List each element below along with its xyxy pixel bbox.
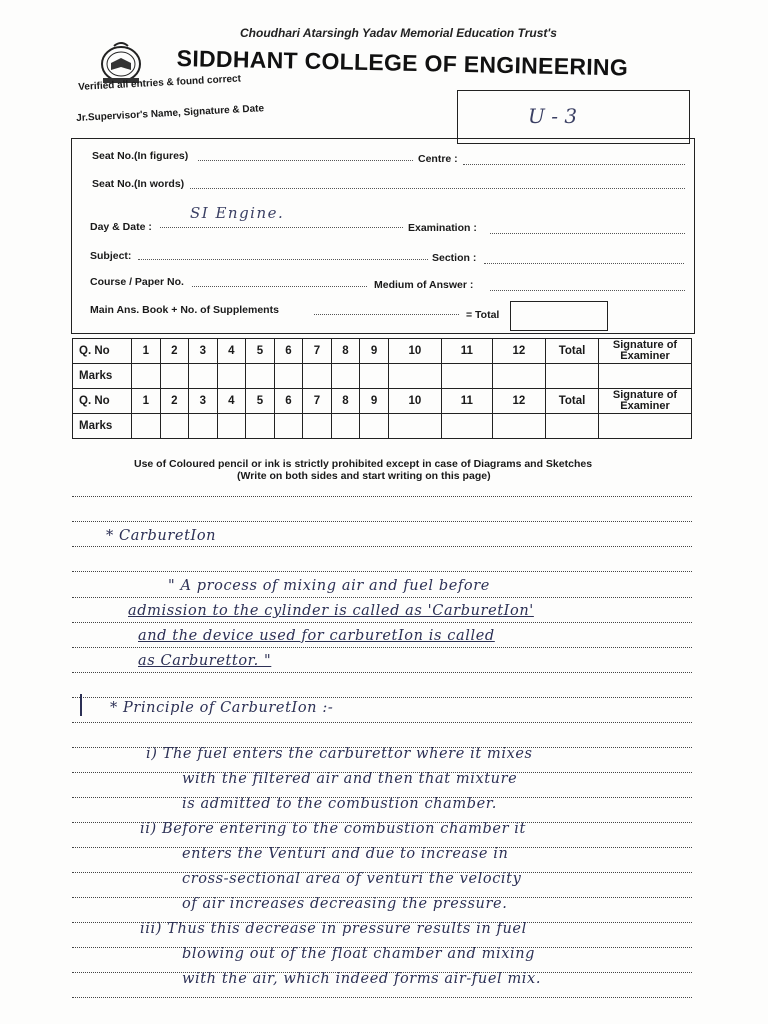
centre-label: Centre : xyxy=(418,153,458,165)
q-cell: 8 xyxy=(331,389,360,414)
q-cell: 9 xyxy=(360,339,389,364)
signature-cell xyxy=(599,364,692,389)
answer-point2-line2: enters the Venturi and due to increase in xyxy=(182,846,509,862)
mark-cell xyxy=(217,364,246,389)
q-cell: 3 xyxy=(189,389,218,414)
medium-label: Medium of Answer : xyxy=(374,279,474,291)
answer-point2-line1: ii) Before entering to the combustion chamber it xyxy=(140,821,526,837)
ruled-line xyxy=(72,546,692,547)
answer-para1-line2: admission to the cylinder is called as 'CarburetIon' xyxy=(128,603,534,619)
mark-cell xyxy=(441,364,492,389)
qno-row-1 xyxy=(73,339,692,364)
seat-words-line xyxy=(190,188,685,189)
answer-heading-principle: * Principle of CarburetIon :- xyxy=(110,700,334,716)
mark-cell xyxy=(217,414,246,439)
signature-header: Signature of Examiner xyxy=(599,339,692,364)
section-line xyxy=(484,263,684,264)
total-label: = Total xyxy=(466,309,500,321)
answer-point1-line2: with the filtered air and then that mixture xyxy=(182,771,518,787)
subject-label: Subject: xyxy=(90,250,132,262)
answer-point1-line1: i) The fuel enters the carburettor where it mixes xyxy=(146,746,533,762)
seat-figures-line xyxy=(198,160,413,161)
q-cell: 4 xyxy=(217,339,246,364)
college-name: SIDDHANT COLLEGE OF ENGINEERING xyxy=(176,45,629,81)
ruled-line xyxy=(72,672,692,673)
answer-point3-line3: with the air, which indeed forms air-fuel mix. xyxy=(182,971,542,987)
mark-cell xyxy=(331,414,360,439)
marks-label: Marks xyxy=(73,414,132,439)
answer-point3-line1: iii) Thus this decrease in pressure results in fuel xyxy=(140,921,527,937)
total-header: Total xyxy=(546,389,599,414)
medium-line xyxy=(490,290,685,291)
mark-cell xyxy=(132,414,161,439)
q-cell: 12 xyxy=(492,389,545,414)
ruled-line xyxy=(72,647,692,648)
mark-cell xyxy=(160,414,189,439)
total-box xyxy=(510,301,608,331)
course-line xyxy=(192,286,367,287)
mark-cell xyxy=(303,364,332,389)
qno-label: Q. No xyxy=(73,389,132,414)
notice-line-1: Use of Coloured pencil or ink is strictly prohibited except in case of Diagrams and Sketches xyxy=(134,458,593,470)
ruled-line xyxy=(72,521,692,522)
centre-line xyxy=(463,164,685,165)
seat-words-label: Seat No.(In words) xyxy=(92,178,185,190)
notice-line-2: (Write on both sides and start writing on this page) xyxy=(237,470,491,482)
course-label: Course / Paper No. xyxy=(90,276,184,288)
q-cell: 2 xyxy=(160,339,189,364)
subject-line xyxy=(138,259,428,260)
answer-heading-carburetion: * CarburetIon xyxy=(106,528,217,544)
mark-cell xyxy=(246,364,275,389)
verified-note: Verified all entries & found correct xyxy=(78,73,242,93)
marks-row-1 xyxy=(73,364,692,389)
mark-cell xyxy=(189,414,218,439)
answer-para1-line4: as Carburettor. " xyxy=(138,653,272,669)
q-cell: 2 xyxy=(160,389,189,414)
answer-point3-line2: blowing out of the float chamber and mixing xyxy=(182,946,536,962)
section-label: Section : xyxy=(432,252,477,264)
q-cell: 10 xyxy=(388,339,441,364)
mark-total-cell xyxy=(546,364,599,389)
signature-cell xyxy=(599,414,692,439)
q-cell: 3 xyxy=(189,339,218,364)
examination-line xyxy=(490,233,685,234)
mark-cell xyxy=(388,364,441,389)
marks-table xyxy=(72,338,692,439)
marks-label: Marks xyxy=(73,364,132,389)
mark-cell xyxy=(388,414,441,439)
mark-cell xyxy=(441,414,492,439)
answer-point2-line4: of air increases decreasing the pressure. xyxy=(182,896,508,912)
q-cell: 11 xyxy=(441,339,492,364)
mark-cell xyxy=(274,414,303,439)
q-cell: 9 xyxy=(360,389,389,414)
mark-cell xyxy=(492,364,545,389)
main-ans-line xyxy=(314,314,459,315)
ruled-line xyxy=(72,697,692,698)
mark-cell xyxy=(303,414,332,439)
mark-cell xyxy=(360,364,389,389)
q-cell: 7 xyxy=(303,339,332,364)
supervisor-note: Jr.Supervisor's Name, Signature & Date xyxy=(76,103,265,124)
answer-point2-line3: cross-sectional area of venturi the velocity xyxy=(182,871,522,887)
examination-label: Examination : xyxy=(408,222,477,234)
answer-para1-line3: and the device used for carburetIon is called xyxy=(138,628,495,644)
mark-cell xyxy=(189,364,218,389)
ruled-line xyxy=(72,597,692,598)
q-cell: 1 xyxy=(132,389,161,414)
q-cell: 12 xyxy=(492,339,545,364)
mark-cell xyxy=(331,364,360,389)
answer-para1-line1: " A process of mixing air and fuel before xyxy=(168,578,490,594)
mark-total-cell xyxy=(546,414,599,439)
mark-cell xyxy=(274,364,303,389)
day-date-label: Day & Date : xyxy=(90,221,152,233)
q-cell: 4 xyxy=(217,389,246,414)
seat-figures-label: Seat No.(In figures) xyxy=(92,150,189,162)
mark-cell xyxy=(132,364,161,389)
qno-row-2 xyxy=(73,389,692,414)
q-cell: 1 xyxy=(132,339,161,364)
mark-cell xyxy=(246,414,275,439)
main-ans-label: Main Ans. Book + No. of Supplements xyxy=(90,304,279,316)
margin-mark xyxy=(80,694,82,716)
mark-cell xyxy=(160,364,189,389)
mark-cell xyxy=(492,414,545,439)
q-cell: 5 xyxy=(246,389,275,414)
ruled-line xyxy=(72,622,692,623)
q-cell: 8 xyxy=(331,339,360,364)
answer-point1-line3: is admitted to the combustion chamber. xyxy=(182,796,497,812)
qno-label: Q. No xyxy=(73,339,132,364)
total-header: Total xyxy=(546,339,599,364)
day-date-value: SI Engine. xyxy=(190,204,285,222)
ruled-line xyxy=(72,997,692,998)
mark-cell xyxy=(360,414,389,439)
signature-header: Signature of Examiner xyxy=(599,389,692,414)
q-cell: 6 xyxy=(274,339,303,364)
ruled-line xyxy=(72,496,692,497)
trust-name: Choudhari Atarsingh Yadav Memorial Education Trust's xyxy=(240,26,557,40)
ruled-line xyxy=(72,722,692,723)
q-cell: 5 xyxy=(246,339,275,364)
marks-row-2 xyxy=(73,414,692,439)
code-handwritten: U - 3 xyxy=(528,104,578,128)
day-date-line xyxy=(160,227,403,228)
q-cell: 10 xyxy=(388,389,441,414)
q-cell: 11 xyxy=(441,389,492,414)
q-cell: 6 xyxy=(274,389,303,414)
ruled-line xyxy=(72,571,692,572)
q-cell: 7 xyxy=(303,389,332,414)
